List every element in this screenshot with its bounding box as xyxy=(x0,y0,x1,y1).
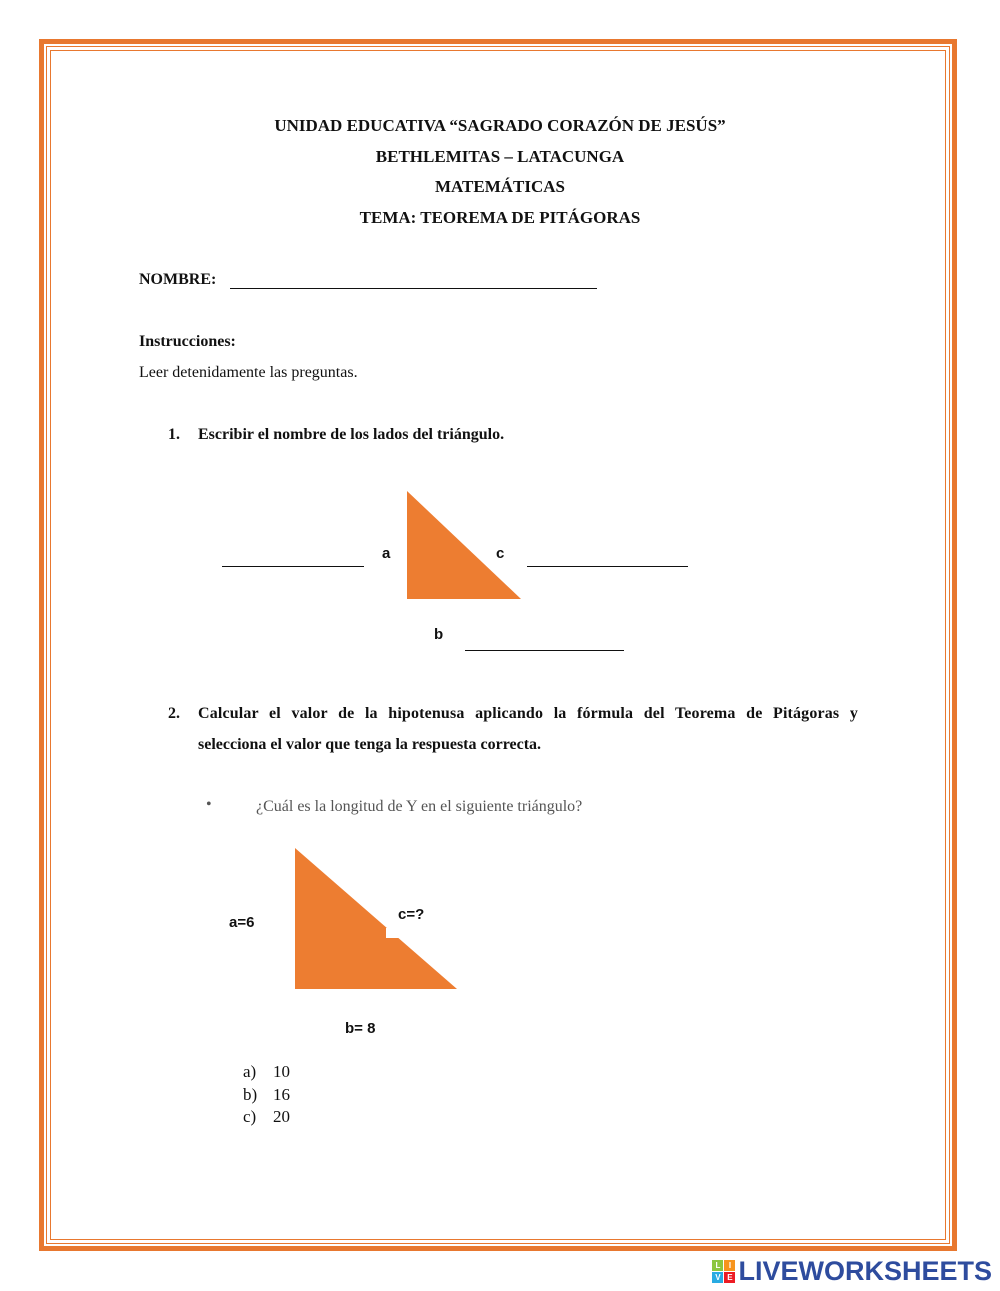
q2-text-line1: Calcular el valor de la hipotenusa aplicando la fórmula del Teorema de Pitágoras y xyxy=(198,705,858,722)
q1-label-a: a xyxy=(382,545,391,562)
subject-title: MATEMÁTICAS xyxy=(434,177,566,196)
school-location: BETHLEMITAS – LATACUNGA xyxy=(375,147,625,166)
q1-answer-b-input[interactable] xyxy=(465,650,624,651)
q2-option-c-value: 20 xyxy=(273,1107,290,1126)
q1-label-c: c xyxy=(496,545,505,562)
q2-label-c: c=? xyxy=(398,906,425,923)
page-border-inner xyxy=(50,50,946,1240)
school-name: UNIDAD EDUCATIVA “SAGRADO CORAZÓN DE JESÚS” xyxy=(274,116,726,135)
q2-option-c-letter: c) xyxy=(243,1107,257,1126)
q2-option-a-letter: a) xyxy=(243,1062,257,1081)
q2-option-b-letter: b) xyxy=(243,1085,258,1104)
name-label: NOMBRE: xyxy=(139,271,217,288)
q2-sub-question: ¿Cuál es la longitud de Y en el siguiente triángulo? xyxy=(256,798,583,815)
q2-number: 2. xyxy=(168,705,180,722)
instructions-title: Instrucciones: xyxy=(139,333,236,350)
instructions-text: Leer detenidamente las preguntas. xyxy=(139,364,358,381)
logo-icon-letter-i: I xyxy=(724,1260,735,1271)
q1-number: 1. xyxy=(168,426,180,443)
liveworksheets-icon xyxy=(712,1260,735,1283)
q1-triangle xyxy=(405,490,525,602)
q2-triangle xyxy=(292,846,460,992)
liveworksheets-logo xyxy=(712,1256,992,1287)
q1-label-b: b xyxy=(434,626,444,643)
q2-triangle-label-gap xyxy=(386,928,400,938)
liveworksheets-wordmark: LIVEWORKSHEETS xyxy=(738,1256,992,1286)
q2-label-b: b= 8 xyxy=(345,1020,376,1037)
q2-bullet: • xyxy=(206,796,212,813)
topic-title: TEMA: TEOREMA DE PITÁGORAS xyxy=(359,208,641,227)
q1-answer-a-input[interactable] xyxy=(222,566,364,567)
logo-icon-letter-e: E xyxy=(724,1272,735,1283)
logo-icon-letter-l: L xyxy=(712,1260,723,1271)
q1-text: Escribir el nombre de los lados del triángulo. xyxy=(198,426,505,443)
q2-option-b-value: 16 xyxy=(273,1085,290,1104)
q1-answer-c-input[interactable] xyxy=(527,566,688,567)
q2-triangle-shape xyxy=(295,848,457,989)
name-input-line[interactable] xyxy=(230,288,597,289)
q2-label-a: a=6 xyxy=(229,914,255,931)
logo-icon-letter-v: V xyxy=(712,1272,723,1283)
q2-text-line2: selecciona el valor que tenga la respuesta correcta. xyxy=(198,736,542,753)
q2-option-a-value: 10 xyxy=(273,1062,290,1081)
